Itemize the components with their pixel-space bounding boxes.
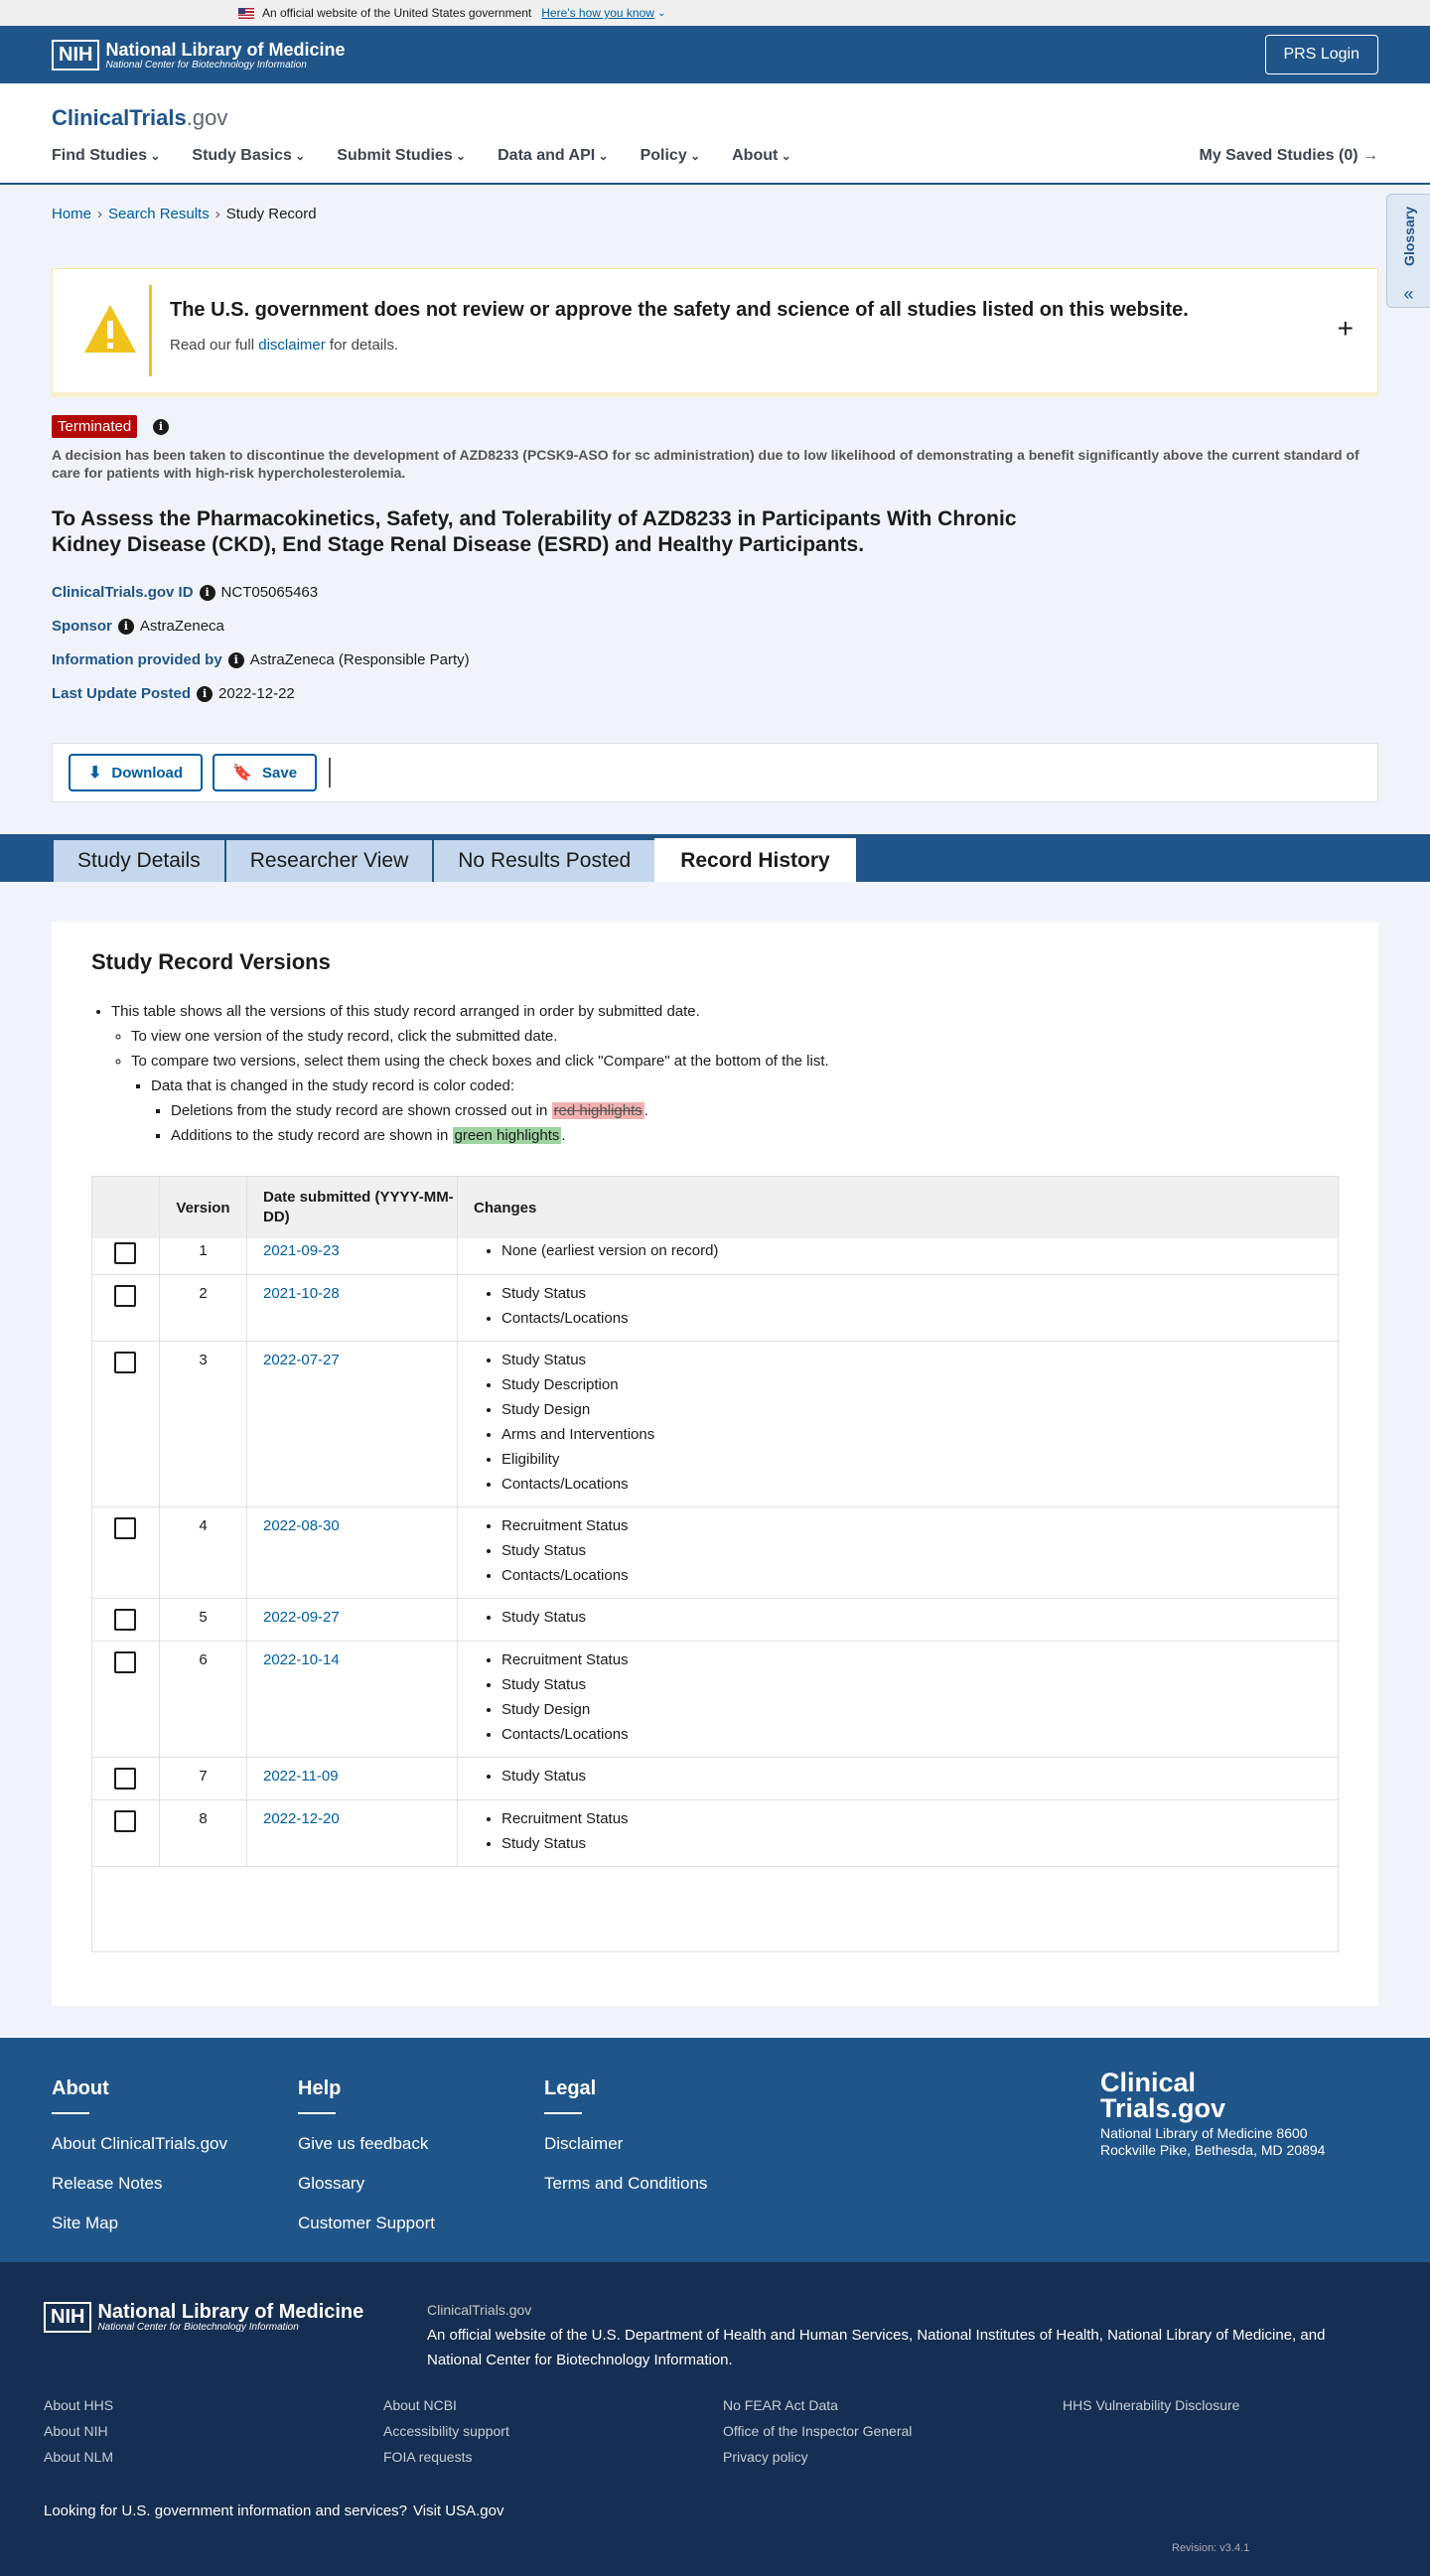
change-item: • Recruitment Status <box>501 1647 1338 1672</box>
changes-list <box>501 1348 1338 1497</box>
version-date-link[interactable]: 2022-11-09 <box>263 1768 339 1785</box>
footer-link[interactable]: Release Notes <box>52 2174 163 2193</box>
change-item: • Recruitment Status <box>501 1513 1338 1538</box>
panel-title: Study Record Versions <box>91 949 331 974</box>
study-title: To Assess the Pharmacokinetics, Safety, and Tolerability of AZD8233 in Participants With Chronic Kidney Disease (CKD), End Stage Renal Disease (ESRD) and Healthy Participants. <box>52 507 1017 556</box>
nlm-logo[interactable] <box>52 40 346 71</box>
info-icon[interactable]: i <box>228 652 244 668</box>
compare-checkbox[interactable] <box>114 1768 136 1789</box>
table-row <box>92 1758 1338 1800</box>
download-icon: ⬇ <box>88 765 102 782</box>
saved-studies-link[interactable]: My Saved Studies (0) → <box>1199 147 1378 164</box>
footer-main <box>0 2038 1430 2262</box>
action-bar <box>52 743 1378 802</box>
sponsor-row: Sponsor i AstraZeneca <box>52 618 224 635</box>
disclaimer-link[interactable]: disclaimer <box>258 337 326 354</box>
versions-table <box>91 1176 1339 1952</box>
change-item: • Study Description <box>501 1372 1338 1397</box>
tab-study-details[interactable]: Study Details <box>52 838 226 882</box>
glossary-tab[interactable] <box>1386 194 1430 308</box>
version-number: 6 <box>160 1642 247 1757</box>
nct-id-value: NCT05065463 <box>220 584 319 601</box>
table-row <box>92 1232 1338 1275</box>
change-item: • Study Status <box>501 1831 1338 1856</box>
changes-list <box>501 1647 1338 1747</box>
change-item: • Study Status <box>501 1538 1338 1563</box>
footer-legal: Legal Disclaimer Terms and Conditions <box>544 2077 708 2193</box>
change-item: • Study Status <box>501 1764 1338 1789</box>
footer-nlm <box>0 2262 1430 2576</box>
nav-study-basics[interactable]: Study Basics ⌄ <box>192 147 305 165</box>
tab-record-history[interactable]: Record History <box>654 838 856 882</box>
nlm-link[interactable]: National Library of Medicine <box>1107 2327 1293 2344</box>
compare-checkbox[interactable] <box>114 1517 136 1539</box>
table-row <box>92 1275 1338 1342</box>
disclaimer-title: The U.S. government does not review or approve the safety and science of all studies listed on this website. <box>170 299 1189 321</box>
nct-id-row: ClinicalTrials.gov ID i NCT05065463 <box>52 584 319 601</box>
study-tabs <box>52 838 854 882</box>
change-item: • Arms and Interventions <box>501 1422 1338 1447</box>
info-icon[interactable]: i <box>118 619 134 635</box>
deletion-example: red highlights <box>553 1102 643 1119</box>
footer-link[interactable]: No FEAR Act Data <box>723 2397 838 2413</box>
info-icon[interactable]: i <box>197 686 213 702</box>
status-badge: Terminated <box>52 415 137 438</box>
info-icon[interactable]: i <box>153 419 169 435</box>
breadcrumb-current: Study Record <box>225 206 317 222</box>
changes-list <box>501 1806 1338 1856</box>
provided-by-row: Information provided by i AstraZeneca (Responsible Party) <box>52 651 470 668</box>
change-item: • Eligibility <box>501 1447 1338 1472</box>
us-flag-icon <box>238 8 254 19</box>
change-item: • None (earliest version on record) <box>501 1238 1338 1263</box>
change-item: • Study Design <box>501 1697 1338 1722</box>
footer-link[interactable]: Terms and Conditions <box>544 2174 708 2193</box>
version-number: 1 <box>160 1232 247 1274</box>
tab-no-results-posted[interactable]: No Results Posted <box>432 838 656 882</box>
changes-list <box>501 1238 1338 1263</box>
breadcrumb-home[interactable]: Home <box>52 206 92 222</box>
usa-gov-line: Looking for U.S. government information and services? Visit USA.gov <box>44 2503 504 2519</box>
version-date-link[interactable]: 2022-10-14 <box>263 1651 340 1668</box>
change-item: • Study Status <box>501 1672 1338 1697</box>
footer-links-col3 <box>723 2397 912 2475</box>
breadcrumb <box>52 206 317 222</box>
footer-links-col1 <box>44 2397 113 2475</box>
ncbi-link[interactable]: National Center for Biotechnology Information <box>427 2352 729 2368</box>
change-item: • Study Status <box>501 1605 1338 1630</box>
version-date-link[interactable]: 2022-08-30 <box>263 1517 340 1534</box>
version-number: 4 <box>160 1507 247 1598</box>
record-versions-panel <box>52 922 1378 2006</box>
footer-link[interactable]: Office of the Inspector General <box>723 2423 913 2439</box>
save-button[interactable]: 🔖 Save <box>213 754 317 791</box>
footer-link[interactable]: About NLM <box>44 2449 114 2465</box>
version-number: 2 <box>160 1275 247 1341</box>
main-nav <box>52 147 791 165</box>
expand-plus-icon[interactable]: + <box>1337 313 1354 344</box>
compare-checkbox[interactable] <box>114 1651 136 1673</box>
version-date-link[interactable]: 2022-09-27 <box>263 1609 340 1626</box>
glossary-label: Glossary <box>1400 207 1417 266</box>
nav-submit-studies[interactable]: Submit Studies ⌄ <box>337 147 466 165</box>
compare-checkbox[interactable] <box>114 1352 136 1373</box>
table-row <box>92 1507 1338 1599</box>
footer-link[interactable]: Give us feedback <box>298 2134 429 2153</box>
change-item: • Study Design <box>501 1397 1338 1422</box>
version-number: 5 <box>160 1599 247 1641</box>
disclaimer-text: Read our full disclaimer for details. <box>170 337 399 354</box>
footer-link[interactable]: About NIH <box>44 2423 108 2439</box>
nih-link[interactable]: National Institutes of Health <box>917 2327 1099 2344</box>
version-date-link[interactable]: 2022-12-20 <box>263 1810 340 1827</box>
versions-notes: • This table shows all the versions of this study record arranged in order by submitted date. ◦ To view one version of the study record, click the submitted date. ◦ To compare two versions, select them using the check boxes and click "Compare" at the bottom of the list. ▪ Data that is changed in the study record is color coded: ▪ Deletions from the study record are shown crossed out in red highlights . ▪ Additions to the study record are shown in green highlights . <box>91 999 829 1148</box>
last-update-row: Last Update Posted i 2022-12-22 <box>52 685 295 702</box>
nih-bar <box>0 26 1430 83</box>
footer-link[interactable]: About NCBI <box>383 2397 457 2413</box>
chevron-double-left-icon: « <box>1403 283 1414 304</box>
footer-link[interactable]: Privacy policy <box>723 2449 808 2465</box>
footer-address: National Library of Medicine 8600 Rockville Pike, Bethesda, MD 20894 <box>1100 2125 1326 2158</box>
version-date-link[interactable]: 2021-09-23 <box>263 1242 340 1259</box>
footer-link[interactable]: About HHS <box>44 2397 114 2413</box>
revision-text: Revision: v3.4.1 <box>1172 2542 1250 2554</box>
why-stopped-text: A decision has been taken to discontinue the development of AZD8233 (PCSK9-ASO for sc administration) due to low likelihood of demonstrating a benefit significantly above the current standard of care for patients with high-risk hypercholesterolemia. <box>52 447 1359 481</box>
sponsor-value: AstraZeneca <box>139 618 224 635</box>
version-number: 7 <box>160 1758 247 1799</box>
footer-link[interactable]: Accessibility support <box>383 2423 509 2439</box>
ncbi-subtitle: National Center for Biotechnology Information <box>105 59 307 71</box>
nav-data-api[interactable]: Data and API ⌄ <box>498 147 608 165</box>
nav-about[interactable]: About ⌄ <box>732 147 791 165</box>
compare-checkbox[interactable] <box>114 1810 136 1832</box>
official-website-text: ClinicalTrials.gov An official website of the U.S. Department of Health and Human Services, National Institutes of Health, National Library of Medicine, and National Center for Biotechnology Information. <box>427 2302 1326 2368</box>
version-date-link[interactable]: 2021-10-28 <box>263 1285 340 1302</box>
last-update-value: 2022-12-22 <box>218 685 295 702</box>
info-icon[interactable]: i <box>200 585 215 601</box>
change-item: • Study Status <box>501 1348 1338 1372</box>
header-changes: Changes <box>474 1199 537 1216</box>
version-date-link[interactable]: 2022-07-27 <box>263 1352 340 1368</box>
footer-about: About About ClinicalTrials.gov Release Notes Site Map <box>52 2077 227 2232</box>
header-date: Date submitted (YYYY-MM-DD) <box>247 1177 458 1238</box>
chevron-right-icon: › <box>214 206 220 222</box>
footer-links-col2 <box>383 2397 509 2475</box>
table-row <box>92 1800 1338 1867</box>
nlm-title: National Library of Medicine <box>105 39 346 60</box>
breadcrumb-search-results[interactable]: Search Results <box>108 206 210 222</box>
gov-banner-text: An official website of the United States government <box>262 6 532 20</box>
change-item: • Recruitment Status <box>501 1806 1338 1831</box>
footer-link[interactable]: Glossary <box>298 2174 365 2193</box>
header-version: Version <box>160 1177 247 1238</box>
prs-login-button[interactable]: PRS Login <box>1265 35 1379 74</box>
bookmark-icon: 🔖 <box>232 765 252 782</box>
changes-list <box>501 1513 1338 1588</box>
nih-logo-icon: NIH <box>44 2302 91 2333</box>
footer-link[interactable]: Customer Support <box>298 2214 435 2232</box>
nih-logo-icon: NIH <box>52 40 99 71</box>
change-item: • Study Status <box>501 1281 1338 1306</box>
gov-banner: An official website of the United States government Here's how you know ⌄ <box>0 0 1430 26</box>
version-number: 3 <box>160 1342 247 1506</box>
clinicaltrials-logo[interactable]: ClinicalTrials.gov <box>52 105 228 130</box>
hhs-link[interactable]: U.S. Department of Health and Human Services <box>591 2327 909 2344</box>
download-button[interactable]: ⬇ Download <box>69 754 203 791</box>
footer-help: Help Give us feedback Glossary Customer Support <box>298 2077 435 2232</box>
provided-by-value: AstraZeneca (Responsible Party) <box>249 651 470 668</box>
change-item: • Contacts/Locations <box>501 1472 1338 1497</box>
changes-list <box>501 1764 1338 1789</box>
changes-list <box>501 1605 1338 1630</box>
change-item: • Contacts/Locations <box>501 1563 1338 1588</box>
nlm-footer-logo[interactable]: NIH National Library of Medicine National Center for Biotechnology Information <box>44 2302 363 2333</box>
addition-example: green highlights <box>454 1127 560 1144</box>
nav-find-studies[interactable]: Find Studies ⌄ <box>52 147 160 165</box>
table-row <box>92 1599 1338 1642</box>
table-row <box>92 1642 1338 1758</box>
footer-link[interactable]: HHS Vulnerability Disclosure <box>1063 2397 1240 2413</box>
changes-list <box>501 1281 1338 1331</box>
compare-checkbox[interactable] <box>114 1285 136 1307</box>
usa-gov-link[interactable]: Visit USA.gov <box>413 2503 504 2519</box>
version-number: 8 <box>160 1800 247 1866</box>
tab-researcher-view[interactable]: Researcher View <box>224 838 435 882</box>
chevron-right-icon: › <box>97 206 103 222</box>
footer-link[interactable]: Disclaimer <box>544 2134 624 2153</box>
how-you-know-link[interactable]: Here's how you know <box>541 6 654 20</box>
footer-link[interactable]: About ClinicalTrials.gov <box>52 2134 227 2153</box>
footer-link[interactable]: FOIA requests <box>383 2449 473 2465</box>
footer-links-col4 <box>1063 2397 1239 2423</box>
site-header <box>0 83 1430 185</box>
change-item: • Contacts/Locations <box>501 1722 1338 1747</box>
disclaimer-alert <box>52 268 1378 397</box>
nav-policy[interactable]: Policy ⌄ <box>641 147 701 165</box>
compare-checkbox[interactable] <box>114 1609 136 1631</box>
footer-link[interactable]: Site Map <box>52 2214 119 2232</box>
compare-checkbox[interactable] <box>114 1242 136 1264</box>
table-row <box>92 1342 1338 1507</box>
footer-brand: Clinical Trials.gov National Library of Medicine 8600 Rockville Pike, Bethesda, MD 20894 <box>1100 2070 1358 2159</box>
table-header <box>92 1177 1338 1238</box>
warning-icon <box>82 301 138 357</box>
change-item: • Contacts/Locations <box>501 1306 1338 1331</box>
